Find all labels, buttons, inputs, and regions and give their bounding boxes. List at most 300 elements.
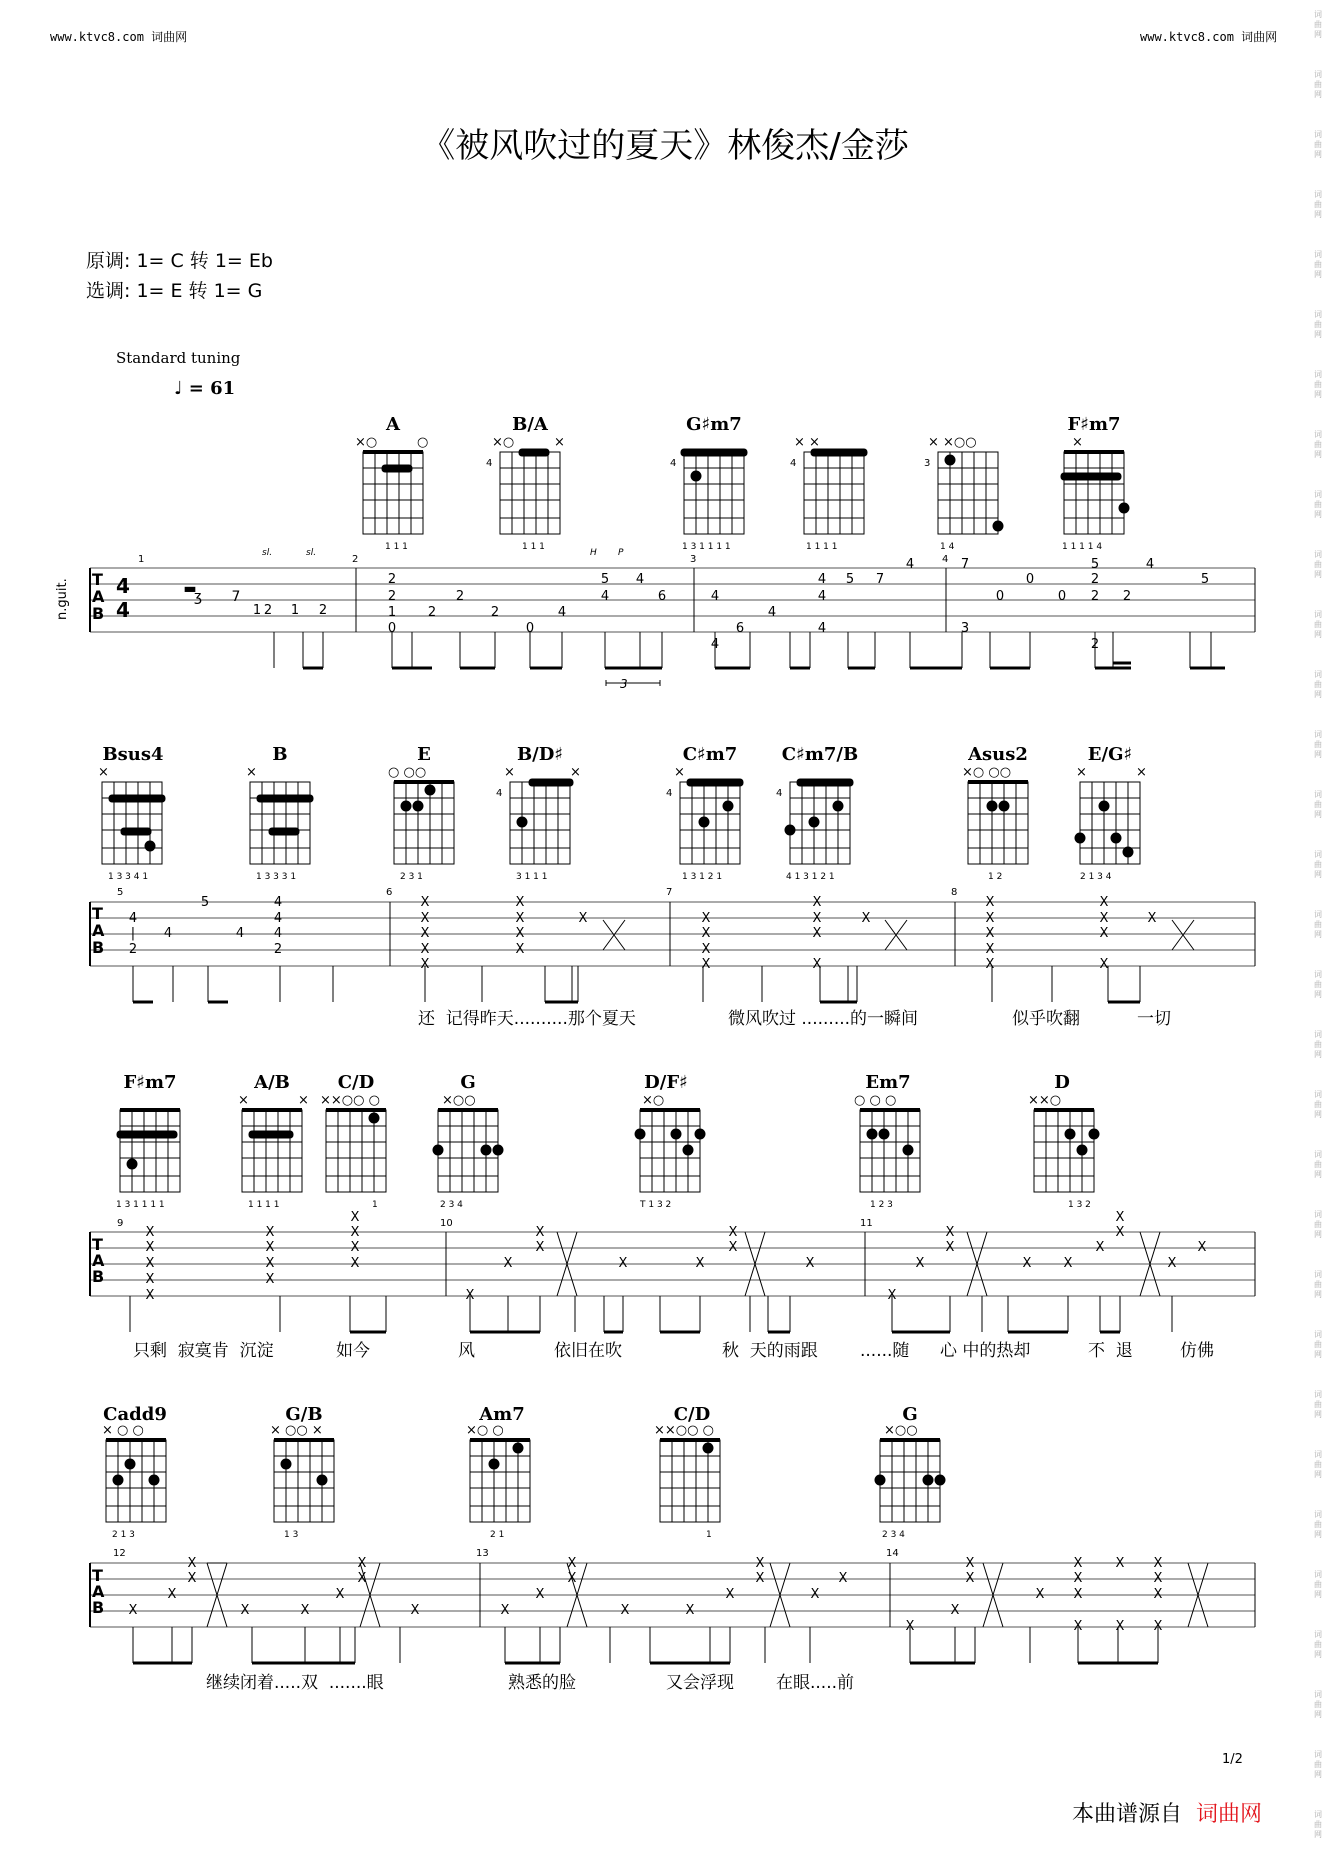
svg-text:×: × (554, 435, 565, 450)
chord-name: G/B (285, 1404, 323, 1425)
svg-text:▬: ▬ (183, 581, 197, 597)
watermark-glyph: 词 曲 网 (1314, 1630, 1322, 1659)
svg-text:X: X (128, 1603, 138, 1618)
svg-text:2: 2 (263, 603, 273, 618)
svg-text:2: 2 (1090, 589, 1100, 604)
svg-text:X: X (728, 1240, 738, 1255)
tuning-label: Standard tuning (116, 349, 241, 367)
footer-credit (1072, 1797, 1262, 1828)
svg-text:1 2 3: 1 2 3 (870, 1200, 893, 1210)
svg-text:2: 2 (128, 942, 138, 957)
svg-text:X: X (618, 1256, 628, 1271)
svg-text:4: 4 (557, 605, 567, 620)
svg-text:T 1 3 2: T 1 3 2 (640, 1200, 672, 1210)
watermark-glyph: 词 曲 网 (1314, 1750, 1322, 1779)
svg-text:1 3 1 1 1 1: 1 3 1 1 1 1 (682, 542, 731, 552)
svg-text:×: × (1136, 765, 1147, 780)
svg-text:X: X (350, 1225, 360, 1240)
svg-text:X: X (985, 895, 995, 910)
footer-brand-link[interactable]: 词曲网 (1196, 1802, 1263, 1827)
svg-text:4: 4 (496, 788, 503, 799)
svg-text:×: × (570, 765, 581, 780)
svg-text:X: X (861, 911, 871, 926)
watermark-glyph: 词 曲 网 (1314, 970, 1322, 999)
watermark-glyph: 词 曲 网 (1314, 1210, 1322, 1239)
svg-text:X: X (578, 911, 588, 926)
svg-text:× ×: × × (794, 435, 820, 450)
svg-text:X: X (1035, 1587, 1045, 1602)
svg-text:6: 6 (386, 887, 393, 898)
svg-text:2: 2 (427, 605, 437, 620)
svg-text:2: 2 (1090, 572, 1100, 587)
chord-name: F♯m7 (1067, 414, 1121, 435)
svg-text:×: × (504, 765, 515, 780)
svg-text:X: X (887, 1288, 897, 1303)
svg-text:1: 1 (252, 603, 262, 618)
svg-text:X: X (1153, 1556, 1163, 1571)
svg-text:2: 2 (490, 605, 500, 620)
svg-text:1 2: 1 2 (988, 872, 1003, 882)
svg-text:1 3 1 2 1: 1 3 1 2 1 (682, 872, 723, 882)
lyric-line: 风 (458, 1341, 475, 1361)
svg-text:3: 3 (960, 621, 970, 636)
chord-name: Asus2 (968, 744, 1028, 765)
svg-text:X: X (695, 1256, 705, 1271)
svg-text:11: 11 (860, 1218, 873, 1229)
svg-text:1 1 1 1 4: 1 1 1 1 4 (1062, 542, 1103, 552)
svg-text:X: X (965, 1571, 975, 1586)
svg-text:X: X (701, 926, 711, 941)
chord-name: B/D♯ (516, 744, 564, 765)
svg-text:9: 9 (117, 1218, 124, 1229)
svg-text:4: 4 (817, 572, 827, 587)
watermark-glyph: 词 曲 网 (1314, 790, 1322, 819)
svg-text:sl.: sl. (306, 548, 317, 558)
svg-text:X: X (1095, 1240, 1105, 1255)
svg-text:X: X (515, 911, 525, 926)
svg-text:X: X (265, 1256, 275, 1271)
svg-text:7: 7 (960, 557, 970, 572)
svg-text:X: X (755, 1571, 765, 1586)
watermark-glyph: 词 曲 网 (1314, 850, 1322, 879)
svg-text:X: X (265, 1225, 275, 1240)
svg-text:×○: ×○ (642, 1093, 665, 1108)
svg-text:X: X (515, 942, 525, 957)
svg-text:X: X (728, 1225, 738, 1240)
svg-text:4: 4 (273, 895, 283, 910)
lyric-line: 秋 天的雨跟 (722, 1341, 818, 1361)
svg-text:5: 5 (200, 895, 210, 910)
header-left: www.ktvc8.com 词曲网 (50, 30, 188, 44)
svg-text:X: X (420, 942, 430, 957)
svg-text:X: X (1073, 1587, 1083, 1602)
chord-name: B (272, 744, 288, 765)
chord-name: C♯m7/B (781, 744, 859, 765)
svg-text:X: X (350, 1240, 360, 1255)
svg-text:X: X (755, 1556, 765, 1571)
svg-text:X: X (515, 926, 525, 941)
svg-text:X: X (1147, 911, 1157, 926)
chord-name: E/G♯ (1087, 744, 1133, 765)
svg-text:T: T (92, 904, 103, 923)
svg-text:×: × (674, 765, 685, 780)
svg-text:H: H (590, 548, 597, 558)
lyric-line: 继续闭着.....双 .......眼 (206, 1673, 384, 1693)
chord-name: C♯m7 (682, 744, 738, 765)
svg-text:×: × (238, 1093, 249, 1108)
svg-text:X: X (1167, 1256, 1177, 1271)
svg-text:○ ○ ○: ○ ○ ○ (854, 1093, 897, 1108)
svg-text:4: 4 (776, 788, 783, 799)
chord-name: E (417, 744, 431, 765)
svg-text:X: X (1197, 1240, 1207, 1255)
svg-text:××○: ××○ (1028, 1093, 1062, 1108)
svg-text:T: T (92, 1235, 103, 1254)
svg-text:4: 4 (486, 458, 493, 469)
svg-text:1: 1 (372, 1200, 378, 1210)
svg-text:X: X (503, 1256, 513, 1271)
svg-text:B: B (92, 604, 105, 623)
svg-text:7: 7 (875, 572, 885, 587)
svg-text:2: 2 (318, 603, 328, 618)
watermark-glyph: 词 曲 网 (1314, 370, 1322, 399)
svg-text:P: P (618, 548, 624, 558)
svg-text:13: 13 (476, 1548, 489, 1559)
svg-text:X: X (905, 1619, 915, 1634)
watermark-glyph: 词 曲 网 (1314, 1390, 1322, 1419)
svg-text:× ○○ ×: × ○○ × (270, 1423, 323, 1438)
svg-text:X: X (1153, 1619, 1163, 1634)
svg-text:0: 0 (1057, 589, 1067, 604)
chord-name: C/D (673, 1404, 711, 1425)
header-right: www.ktvc8.com 词曲网 (1140, 30, 1278, 44)
svg-text:X: X (350, 1210, 360, 1225)
svg-text:7: 7 (666, 887, 673, 898)
svg-text:2 1 3: 2 1 3 (112, 1530, 135, 1540)
svg-text:X: X (465, 1288, 475, 1303)
svg-text:×○: ×○ (492, 435, 515, 450)
chord-diagram-unnamed-2 (924, 435, 1003, 552)
svg-text:X: X (350, 1256, 360, 1271)
svg-text:7: 7 (231, 589, 241, 605)
svg-text:X: X (810, 1587, 820, 1602)
svg-text:2 1: 2 1 (490, 1530, 505, 1540)
svg-text:×: × (298, 1093, 309, 1108)
svg-text:4: 4 (710, 637, 720, 652)
page-title: 《被风吹过的夏天》林俊杰/金莎 (421, 126, 909, 166)
svg-text:X: X (357, 1571, 367, 1586)
svg-text:X: X (515, 895, 525, 910)
chord-name: D (1054, 1072, 1070, 1093)
svg-text:X: X (1099, 957, 1109, 972)
quarter-note-icon: ♩ (174, 378, 183, 399)
svg-text:|: | (130, 926, 136, 941)
lyric-line: 微风吹过 .........的一瞬间 (728, 1009, 919, 1029)
svg-text:×: × (98, 765, 109, 780)
svg-text:12: 12 (113, 1548, 126, 1559)
svg-text:2: 2 (352, 554, 359, 565)
watermark-glyph: 词 曲 网 (1314, 490, 1322, 519)
chord-diagram-b-over-a (486, 435, 565, 552)
svg-text:X: X (805, 1256, 815, 1271)
lyric-line: 只剩 寂寞肯 沉淀 (133, 1341, 274, 1361)
svg-text:× ×○○: × ×○○ (928, 435, 977, 450)
svg-text:A: A (92, 921, 105, 940)
chord-name: A/B (254, 1072, 290, 1093)
lyric-line: 熟悉的脸 (508, 1673, 576, 1693)
svg-text:X: X (812, 911, 822, 926)
svg-text:8: 8 (951, 887, 958, 898)
svg-text:A: A (92, 1251, 105, 1270)
svg-text:2 3 1: 2 3 1 (400, 872, 423, 882)
original-key: 原调: 1= C 转 1= Eb (86, 250, 273, 272)
svg-text:2 3 4: 2 3 4 (882, 1530, 905, 1540)
svg-text:X: X (1073, 1571, 1083, 1586)
svg-text:4: 4 (942, 554, 949, 565)
watermark-glyph: 词 曲 网 (1314, 1090, 1322, 1119)
svg-text:1 1 1 1: 1 1 1 1 (248, 1200, 280, 1210)
svg-text:1: 1 (290, 603, 300, 618)
svg-text:1: 1 (387, 605, 397, 620)
svg-text:6: 6 (735, 621, 745, 636)
chord-diagram-a (355, 435, 428, 552)
page-number: 1/2 (1222, 1752, 1243, 1767)
svg-text:0: 0 (525, 621, 535, 636)
svg-text:X: X (145, 1240, 155, 1255)
svg-text:1 3: 1 3 (284, 1530, 299, 1540)
svg-text:0: 0 (1025, 572, 1035, 587)
svg-text:4: 4 (235, 926, 245, 941)
svg-text:4: 4 (670, 458, 677, 469)
watermark-glyph: 词 曲 网 (1314, 10, 1322, 39)
svg-text:X: X (685, 1603, 695, 1618)
svg-text:0: 0 (995, 589, 1005, 604)
svg-text:X: X (1115, 1619, 1125, 1634)
lyric-line: 仿佛 (1180, 1341, 1214, 1361)
svg-text:X: X (535, 1587, 545, 1602)
chord-name: Bsus4 (102, 744, 164, 765)
svg-text:4: 4 (1145, 557, 1155, 572)
svg-text:X: X (1153, 1587, 1163, 1602)
svg-text:×: × (246, 765, 257, 780)
chord-name: B/A (512, 414, 548, 435)
svg-text:X: X (812, 926, 822, 941)
svg-text:4: 4 (635, 572, 645, 587)
watermark-glyph: 词 曲 网 (1314, 1810, 1322, 1839)
svg-text:X: X (145, 1225, 155, 1240)
svg-text:5: 5 (600, 572, 610, 587)
svg-text:1: 1 (138, 554, 145, 565)
lyric-line: 又会浮现 (666, 1673, 734, 1693)
svg-text:0: 0 (387, 621, 397, 636)
svg-text:4: 4 (767, 605, 777, 620)
svg-text:5: 5 (845, 572, 855, 587)
svg-text:X: X (985, 911, 995, 926)
svg-text:×○○: ×○○ (442, 1093, 476, 1108)
tempo-marking: ♩ = 61 (174, 378, 236, 399)
chord-name: F♯m7 (123, 1072, 177, 1093)
watermark-glyph: 词 曲 网 (1314, 1330, 1322, 1359)
svg-text:2: 2 (455, 589, 465, 604)
svg-text:1 4: 1 4 (940, 542, 955, 552)
svg-text:X: X (145, 1288, 155, 1303)
svg-text:2: 2 (1122, 589, 1132, 604)
chord-diagrams-row-3 (116, 1093, 1099, 1210)
watermark-glyph: 词 曲 网 (1314, 910, 1322, 939)
watermark-glyph: 词 曲 网 (1314, 550, 1322, 579)
svg-text:X: X (187, 1571, 197, 1586)
svg-text:T: T (92, 1566, 103, 1585)
svg-text:2: 2 (387, 589, 397, 604)
svg-text:X: X (985, 957, 995, 972)
chord-diagrams-row-4 (102, 1423, 945, 1540)
svg-text:X: X (357, 1556, 367, 1571)
svg-text:2 1 3 4: 2 1 3 4 (1080, 872, 1112, 882)
svg-text:X: X (1099, 895, 1109, 910)
svg-text:X: X (965, 1556, 975, 1571)
chord-name: A (386, 414, 400, 435)
svg-text:X: X (838, 1571, 848, 1586)
svg-text:X: X (567, 1571, 577, 1586)
svg-text:X: X (945, 1240, 955, 1255)
svg-text:X: X (420, 895, 430, 910)
svg-text:X: X (335, 1587, 345, 1602)
svg-text:×○ ○○: ×○ ○○ (962, 765, 1012, 780)
lyric-line: ......随 (860, 1341, 910, 1361)
watermark-glyph: 词 曲 网 (1314, 190, 1322, 219)
lyric-line: 一切 (1137, 1009, 1171, 1029)
svg-text:4: 4 (666, 788, 673, 799)
svg-text:5: 5 (1200, 572, 1210, 587)
svg-text:X: X (240, 1603, 250, 1618)
svg-text:3: 3 (690, 554, 697, 565)
svg-text:×: × (1072, 435, 1083, 450)
svg-text:4: 4 (817, 589, 827, 604)
svg-text:X: X (1073, 1556, 1083, 1571)
svg-text:2 3 4: 2 3 4 (440, 1200, 463, 1210)
watermark-glyph: 词 曲 网 (1314, 430, 1322, 459)
svg-text:5: 5 (117, 887, 124, 898)
svg-text:X: X (1063, 1256, 1073, 1271)
watermark-glyph: 词 曲 网 (1314, 1150, 1322, 1179)
lyric-line: 还 记得昨天..........那个夏天 (418, 1009, 636, 1029)
svg-text:X: X (300, 1603, 310, 1618)
svg-text:X: X (1022, 1256, 1032, 1271)
svg-text:4 1 3 1 2 1: 4 1 3 1 2 1 (786, 872, 835, 882)
svg-text:4: 4 (710, 589, 720, 604)
footer-text: 本曲谱源自 (1072, 1802, 1183, 1827)
watermark-glyph: 词 曲 网 (1314, 1690, 1322, 1719)
tab-staff-2 (90, 902, 1255, 1002)
watermark-glyph: 词 曲 网 (1314, 1450, 1322, 1479)
lyric-line: 依旧在吹 (554, 1341, 622, 1361)
svg-text:X: X (1153, 1571, 1163, 1586)
chord-name: Em7 (865, 1072, 911, 1093)
svg-text:X: X (535, 1240, 545, 1255)
svg-text:n.guit.: n.guit. (55, 578, 70, 620)
svg-text:4: 4 (273, 911, 283, 926)
svg-text:4: 4 (905, 557, 915, 572)
svg-text:×○: ×○ (355, 435, 378, 450)
svg-text:X: X (265, 1272, 275, 1287)
svg-text:X: X (187, 1556, 197, 1571)
svg-text:1 3 1 1 1 1: 1 3 1 1 1 1 (116, 1200, 165, 1210)
svg-text:X: X (985, 926, 995, 941)
lyric-line: 在眼.....前 (776, 1673, 855, 1693)
svg-text:1 3 2: 1 3 2 (1068, 1200, 1091, 1210)
svg-text:1 1 1: 1 1 1 (385, 542, 408, 552)
svg-text:2: 2 (273, 942, 283, 957)
svg-text:X: X (1073, 1619, 1083, 1634)
svg-text:1 3 3 3 1: 1 3 3 3 1 (256, 872, 297, 882)
svg-text:4: 4 (790, 458, 797, 469)
svg-text:1 1 1 1: 1 1 1 1 (806, 542, 838, 552)
chord-diagram-gsharp-m7 (670, 449, 747, 552)
svg-text:3 1 1 1: 3 1 1 1 (516, 872, 548, 882)
svg-text:X: X (500, 1603, 510, 1618)
watermark-glyph: 词 曲 网 (1314, 1570, 1322, 1599)
selected-key: 选调: 1= E 转 1= G (86, 280, 263, 302)
svg-text:5: 5 (1090, 557, 1100, 572)
chord-diagrams-row-2 (98, 765, 1147, 882)
svg-text:X: X (915, 1256, 925, 1271)
chord-diagram-unnamed-1 (790, 435, 867, 552)
chord-name: D/F♯ (644, 1072, 688, 1093)
svg-text:X: X (535, 1225, 545, 1240)
lyric-line: 如今 (336, 1341, 370, 1361)
svg-text:X: X (725, 1587, 735, 1602)
svg-text:4: 4 (817, 621, 827, 636)
svg-text:X: X (945, 1225, 955, 1240)
svg-text:14: 14 (886, 1548, 899, 1559)
svg-text:A: A (92, 587, 105, 606)
svg-text:4: 4 (128, 911, 138, 926)
svg-text:X: X (145, 1256, 155, 1271)
svg-text:10: 10 (440, 1218, 453, 1229)
svg-text:×○○: ×○○ (884, 1423, 918, 1438)
svg-text:X: X (420, 957, 430, 972)
svg-text:○ ○○: ○ ○○ (388, 765, 427, 780)
svg-text:X: X (701, 957, 711, 972)
svg-text:××○○ ○: ××○○ ○ (654, 1423, 714, 1438)
chord-name: Am7 (479, 1404, 525, 1425)
watermark-glyph: 词 曲 网 (1314, 1510, 1322, 1539)
watermark-glyph: 词 曲 网 (1314, 70, 1322, 99)
chord-name: G (460, 1072, 476, 1093)
svg-text:ʒ: ʒ (193, 589, 203, 605)
svg-text:X: X (1115, 1210, 1125, 1225)
svg-text:A: A (92, 1582, 105, 1601)
svg-text:X: X (420, 911, 430, 926)
svg-text:1 3 3 4 1: 1 3 3 4 1 (108, 872, 149, 882)
svg-text:X: X (812, 895, 822, 910)
svg-text:X: X (620, 1603, 630, 1618)
chord-name: C/D (337, 1072, 375, 1093)
chord-diagram-fsharp-m7 (1061, 435, 1129, 552)
svg-text:× ○ ○: × ○ ○ (102, 1423, 144, 1438)
svg-text:B: B (92, 938, 105, 957)
svg-text:X: X (145, 1272, 155, 1287)
watermark-glyph: 词 曲 网 (1314, 610, 1322, 639)
lyric-line: 心 中的热却 (940, 1341, 1031, 1361)
watermark-glyph: 词 曲 网 (1314, 250, 1322, 279)
svg-text:B: B (92, 1598, 105, 1617)
chord-name: G (902, 1404, 918, 1425)
svg-text:X: X (950, 1603, 960, 1618)
svg-text:×: × (1076, 765, 1087, 780)
svg-text:X: X (167, 1587, 177, 1602)
svg-text:X: X (1115, 1225, 1125, 1240)
